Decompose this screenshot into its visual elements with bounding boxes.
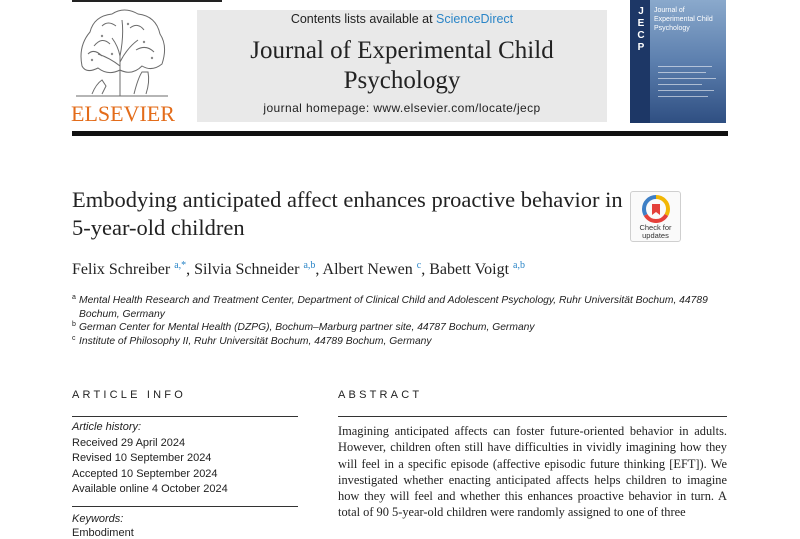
author-list: Felix Schreiber $^{a,*}$, Silvia Schneider $^{a,b}$, Albert Newen $^c$, Babett Voigt $^{a,b}$ bbox=[72, 260, 525, 278]
author-name[interactable]: Albert Newen bbox=[322, 261, 413, 278]
cover-line bbox=[658, 66, 712, 67]
contents-line bbox=[197, 12, 607, 26]
affiliation-text: Mental Health Research and Treatment Center, Department of Clinical Child and Adolescent Psychology, Ruhr Universität Bochum, 44789 Bochum, Germany bbox=[79, 295, 708, 320]
history-item: Received 29 April 2024 bbox=[72, 437, 186, 449]
keywords-label: Keywords: bbox=[72, 513, 124, 525]
author-marks[interactable]: c bbox=[416, 260, 422, 271]
article-history-label: Article history: bbox=[72, 421, 142, 433]
history-item: Revised 10 September 2024 bbox=[72, 452, 212, 465]
elsevier-tree-icon bbox=[72, 6, 172, 98]
journal-header bbox=[197, 10, 607, 122]
header-rule bbox=[72, 131, 728, 136]
author-name[interactable]: Silvia Schneider bbox=[194, 261, 300, 278]
abstract-heading: ABSTRACT bbox=[338, 389, 423, 401]
elsevier-wordmark: ELSEVIER bbox=[71, 101, 175, 126]
journal-title[interactable]: Journal of Experimental Child Psychology bbox=[250, 37, 554, 94]
cover-letters: J E C P bbox=[637, 6, 645, 53]
keyword-item: Embodiment bbox=[72, 527, 134, 539]
abstract-rule bbox=[338, 416, 727, 417]
affiliation-list bbox=[72, 294, 712, 348]
cover-line bbox=[658, 78, 716, 79]
author-marks[interactable]: a,* bbox=[174, 260, 187, 271]
affiliation-text: Institute of Philosophy II, Ruhr Universität Bochum, 44789 Bochum, Germany bbox=[79, 335, 432, 347]
affiliation-mark: a bbox=[72, 294, 76, 301]
affiliation-text: German Center for Mental Health (DZPG), Bochum–Marburg partner site, 44787 Bochum, Germany bbox=[79, 322, 535, 334]
affiliation-mark: b bbox=[72, 321, 76, 329]
journal-homepage-link[interactable]: journal homepage: www.elsevier.com/locate/jecp bbox=[263, 101, 541, 115]
journal-cover-image[interactable] bbox=[630, 0, 726, 123]
article-info-heading: ARTICLE INFO bbox=[72, 389, 186, 401]
sciencedirect-link[interactable]: ScienceDirect bbox=[436, 12, 514, 26]
cover-line bbox=[658, 84, 702, 85]
history-rule bbox=[72, 416, 298, 417]
check-updates-label: Check for updates bbox=[639, 223, 672, 240]
history-item: Accepted 10 September 2024 bbox=[72, 467, 218, 480]
cover-line bbox=[658, 96, 708, 97]
affiliation-item bbox=[72, 321, 712, 335]
affiliation-mark: c bbox=[72, 334, 76, 342]
affiliation-item bbox=[72, 335, 712, 349]
contents-prefix: Contents lists available at bbox=[290, 12, 437, 26]
top-rule bbox=[72, 0, 222, 2]
author-marks[interactable]: a,b bbox=[303, 260, 316, 271]
cover-title: Journal of Experimental Child Psychology bbox=[654, 7, 713, 32]
check-for-updates-button[interactable] bbox=[630, 191, 681, 242]
author-marks[interactable]: a,b bbox=[513, 260, 525, 271]
article-title: Embodying anticipated affect enhances proactive behavior in 5-year-old children bbox=[72, 187, 623, 240]
elsevier-logo[interactable] bbox=[70, 6, 174, 124]
author-name[interactable]: Babett Voigt bbox=[429, 261, 510, 278]
cover-line bbox=[658, 90, 714, 91]
affiliation-item bbox=[72, 294, 712, 321]
abstract-text: Imagining anticipated affects can foster future-oriented behavior in adults. However, children often still have difficulties in vividly imagining how they will feel in a specific episode (affective episodic future thinking [EFT]). We investigated whether enacting anticipated affects helps children to imagine how they will feel and whether this enhances proactive behavior in turn. A total of 90 5-year-old children were randomly assigned to one of three bbox=[338, 424, 727, 520]
cover-line bbox=[658, 72, 706, 73]
check-updates-icon bbox=[642, 195, 670, 223]
keywords-rule bbox=[72, 506, 298, 507]
author-name[interactable]: Felix Schreiber bbox=[72, 261, 171, 278]
article-history-list bbox=[72, 436, 228, 497]
history-item: Available online 4 October 2024 bbox=[72, 482, 228, 495]
